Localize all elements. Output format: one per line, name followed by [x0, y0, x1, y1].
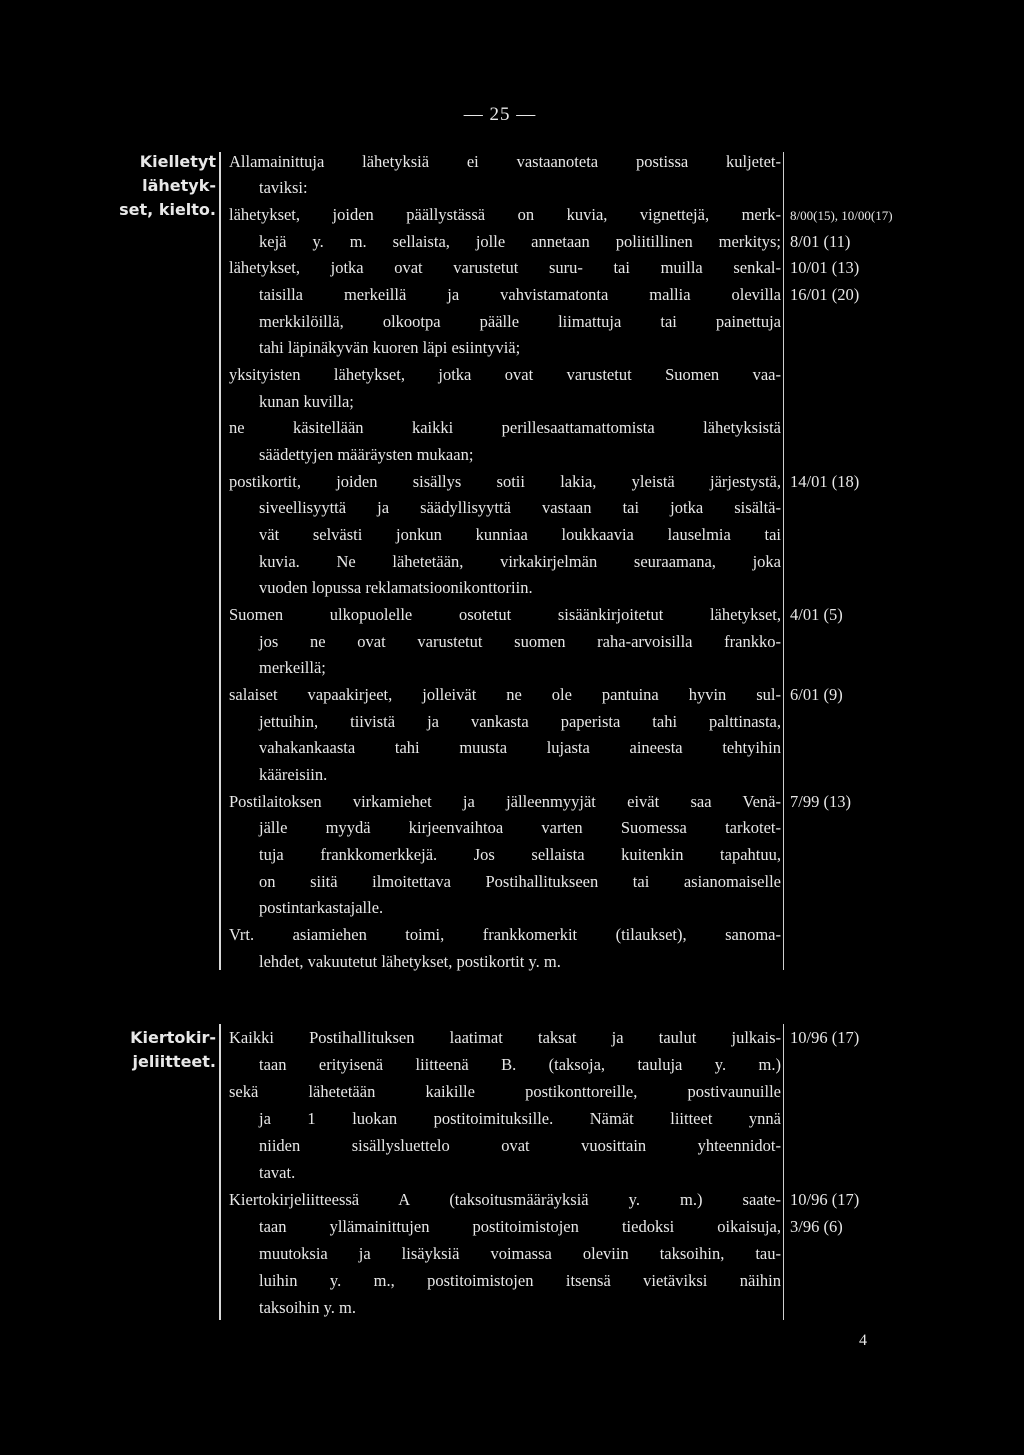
- text-line: postintarkastajalle.: [259, 898, 384, 917]
- text-line: lähetykset, jotka ovat varustetut suru- tai muilla senkal-: [229, 258, 781, 277]
- text-line: taksoihin y. m.: [259, 1298, 357, 1317]
- text-line: kääreisiin.: [259, 765, 328, 784]
- text-line: vät selvästi jonkun kunniaa loukkaavia lauselmia tai: [259, 525, 781, 544]
- text-line: taan erityisenä liitteenä B. (taksoja, tauluja y. m.): [259, 1055, 781, 1074]
- text-line: yksityisten lähetykset, jotka ovat varustetut Suomen vaa-: [229, 365, 781, 384]
- reference: 14/01 (18): [790, 472, 860, 491]
- text-line: kunan kuvilla;: [259, 392, 354, 411]
- text-line: vahakankaasta tahi muusta lujasta aineesta tehtyihin: [259, 738, 781, 757]
- text-line: Allamainittuja lähetyksiä ei vastaanoteta postissa kuljetet-: [229, 152, 781, 171]
- text-line: vuoden lopussa reklamatsioonikonttoriin.: [259, 578, 533, 597]
- text-line: taviksi:: [259, 178, 308, 197]
- reference: 10/96 (17): [790, 1190, 860, 1209]
- reference: 10/01 (13): [790, 258, 860, 277]
- signature-mark: 4: [859, 1332, 867, 1349]
- text-line: ne käsitellään kaikki perillesaattamattomista lähetyksistä: [229, 418, 781, 437]
- reference: 16/01 (20): [790, 285, 860, 304]
- text-line: Suomen ulkopuolelle osotetut sisäänkirjoitetut lähetykset,: [229, 605, 781, 624]
- text-line: on siitä ilmoitettava Postihallitukseen tai asianomaiselle: [259, 872, 781, 891]
- text-line: lehdet, vakuutetut lähetykset, postikortit y. m.: [259, 952, 561, 971]
- text-line: Kaikki Postihallituksen laatimat taksat ja taulut julkais-: [229, 1028, 781, 1047]
- text-line: merkkilöillä, olkootpa päälle liimattuja tai painettuja: [259, 312, 781, 331]
- text-line: salaiset vapaakirjeet, jolleivät ne ole pantuina hyvin sul-: [229, 685, 781, 704]
- right-rule: [783, 1024, 784, 1320]
- text-line: siveellisyyttä ja säädyllisyyttä vastaan tai jotka sisältä-: [259, 498, 781, 517]
- text-line: jos ne ovat varustetut suomen raha-arvoisilla frankko-: [259, 632, 781, 651]
- margin-heading-kielletyt: Kielletyt lähetyk- set, kielto.: [119, 152, 216, 219]
- page-number: — 25 —: [463, 104, 537, 125]
- text-line: taan yllämainittujen postitoimistojen tiedoksi oikaisuja,: [259, 1217, 781, 1236]
- text-line: luihin y. m., postitoimistojen itsensä vietäviksi näihin: [259, 1271, 781, 1290]
- text-line: säädettyjen määräysten mukaan;: [259, 445, 474, 464]
- text-line: lähetykset, joiden päällystässä on kuvia, vignettejä, merk-: [229, 205, 781, 224]
- right-rule: [783, 152, 784, 970]
- text-line: sekä lähetetään kaikille postikonttoreille, postivaunuille: [229, 1082, 781, 1101]
- text-line: tahi läpinäkyvän kuoren läpi esiintyviä;: [259, 338, 521, 357]
- text-line: tavat.: [259, 1163, 296, 1182]
- text-line: postikortit, joiden sisällys sotii lakia, yleistä järjestystä,: [229, 472, 781, 491]
- reference: 10/96 (17): [790, 1028, 860, 1047]
- text-line: Vrt. asiamiehen toimi, frankkomerkit (tilaukset), sanoma-: [229, 925, 781, 944]
- text-line: taisilla merkeillä ja vahvistamatonta mallia olevilla: [259, 285, 781, 304]
- reference: 4/01 (5): [790, 605, 843, 624]
- text-line: niiden sisällysluettelo ovat vuosittain yhteennidot-: [259, 1136, 781, 1155]
- reference: 8/01 (11): [790, 232, 851, 251]
- text-line: kuvia. Ne lähetetään, virkakirjelmän seuraamana, joka: [259, 552, 781, 571]
- reference: 7/99 (13): [790, 792, 851, 811]
- text-line: ja 1 luokan postitoimituksille. Nämät liitteet ynnä: [259, 1109, 781, 1128]
- text-line: jettuihin, tiivistä ja vankasta paperista tahi palttinasta,: [259, 712, 781, 731]
- text-line: kejä y. m. sellaista, jolle annetaan poliitillinen merkitys;: [259, 232, 781, 251]
- reference: 3/96 (6): [790, 1217, 843, 1236]
- text-line: jälle myydä kirjeenvaihtoa varten Suomessa tarkotet-: [259, 818, 781, 837]
- reference: 6/01 (9): [790, 685, 843, 704]
- margin-heading-kiertokirjeliitteet: Kiertokir- jeliitteet.: [130, 1028, 216, 1071]
- text-line: Postilaitoksen virkamiehet ja jälleenmyyjät eivät saa Venä-: [229, 792, 781, 811]
- text-line: merkeillä;: [259, 658, 326, 677]
- text-line: muutoksia ja lisäyksiä voimassa oleviin taksoihin, tau-: [259, 1244, 781, 1263]
- text-line: Kiertokirjeliitteessä A (taksoitusmääräyksiä y. m.) saate-: [229, 1190, 781, 1209]
- text-line: tuja frankkomerkkejä. Jos sellaista kuitenkin tapahtuu,: [259, 845, 781, 864]
- left-rule: [219, 152, 221, 970]
- reference: 8/00(15), 10/00(17): [790, 208, 893, 223]
- left-rule: [219, 1024, 221, 1320]
